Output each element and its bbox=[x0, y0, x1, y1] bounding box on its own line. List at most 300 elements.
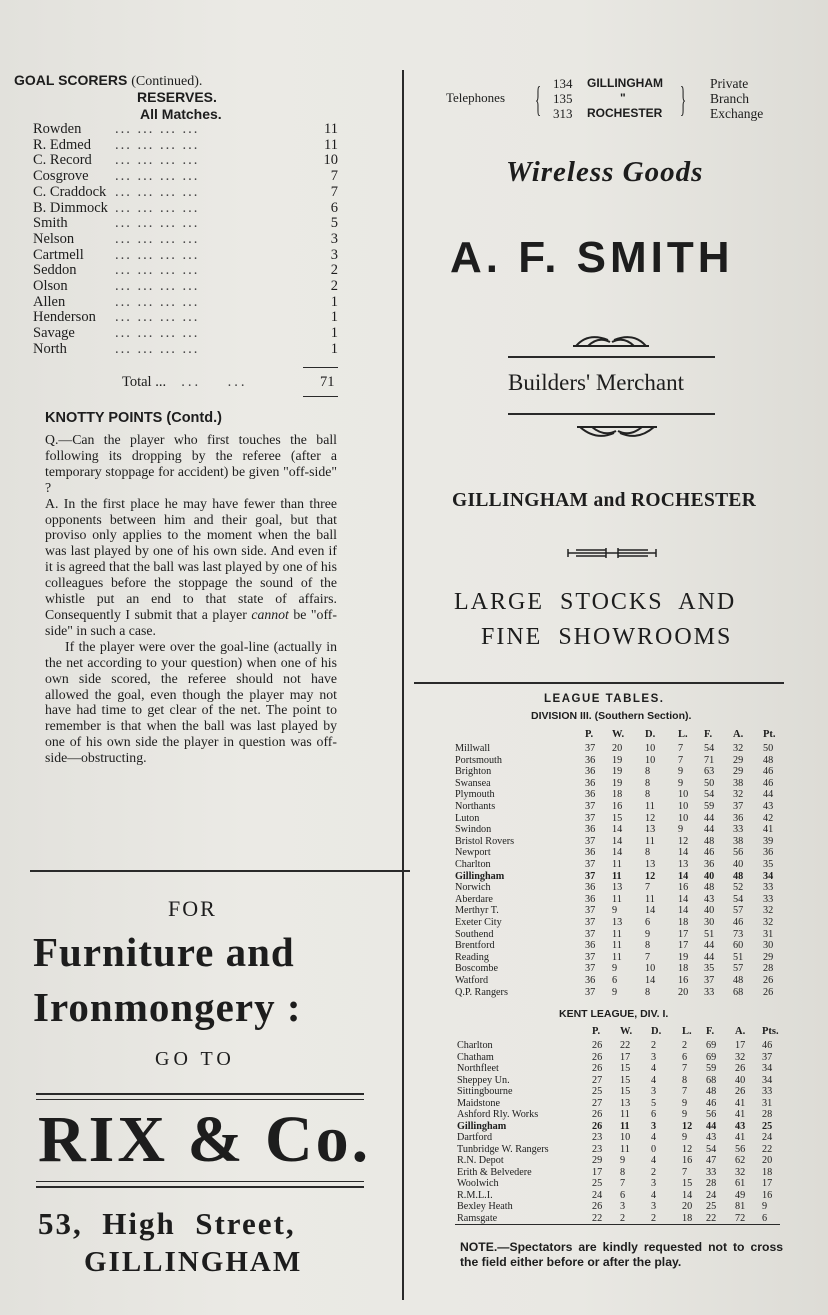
table-cell: 43 bbox=[763, 801, 774, 812]
table-cell: 6 bbox=[651, 1109, 657, 1120]
right-ad-divider bbox=[414, 682, 784, 684]
table-cell: 18 bbox=[612, 789, 623, 801]
table-cell: 19 bbox=[612, 777, 623, 789]
table-cell: 9 bbox=[678, 777, 684, 789]
table-cell: 37 bbox=[585, 835, 596, 847]
table-cell: 20 bbox=[682, 1201, 693, 1212]
column-divider bbox=[402, 70, 404, 1300]
table-cell: 9 bbox=[678, 824, 684, 836]
table-cell: 36 bbox=[585, 824, 596, 836]
table-cell: 22 bbox=[706, 1212, 717, 1224]
scorer-name: B. Dimmock bbox=[33, 199, 108, 216]
knotty-points-heading bbox=[45, 410, 222, 426]
table-row bbox=[455, 882, 780, 894]
table-cell: 22 bbox=[762, 1143, 773, 1155]
table-column-header: P. bbox=[592, 1026, 601, 1037]
table-cell: 36 bbox=[585, 940, 596, 952]
table-cell: 11 bbox=[612, 893, 622, 905]
table-cell: 16 bbox=[678, 882, 689, 894]
table-cell: 3 bbox=[651, 1178, 657, 1189]
scorer-row bbox=[33, 215, 338, 231]
table-cell: 29 bbox=[733, 766, 744, 778]
note-text: —Spectators are kindly requested not to cross the field either before or after the play. bbox=[460, 1240, 783, 1269]
left-brace: { bbox=[535, 79, 542, 119]
rix-for: FOR bbox=[168, 896, 217, 921]
table-cell: 36 bbox=[585, 777, 596, 789]
table-row bbox=[455, 987, 780, 999]
answer-paragraph-2: If the player were over the goal-line (actually in the net according to your question) when one of his own side scored, the referee should not have allowed the goal, even though the player may not have had time to get clear of the net. The point to remember is that when the ball was last played by one of his own side the player in question was off-side—obstructing. bbox=[45, 638, 337, 766]
scorer-name: Savage bbox=[33, 325, 75, 342]
team-name: Tunbridge W. Rangers bbox=[457, 1143, 549, 1155]
table-cell: 12 bbox=[682, 1120, 693, 1132]
table-cell: 17 bbox=[762, 1178, 773, 1189]
table-row bbox=[455, 778, 780, 790]
table-cell: 44 bbox=[706, 1120, 717, 1132]
table-cell: 9 bbox=[682, 1097, 688, 1109]
table-cell: 81 bbox=[735, 1201, 746, 1212]
scorer-goals: 3 bbox=[330, 230, 338, 247]
table-cell: 4 bbox=[651, 1132, 657, 1143]
team-name: R.N. Depot bbox=[457, 1155, 504, 1166]
leader-dots: ... ... ... ... bbox=[115, 183, 200, 200]
table-cell: 26 bbox=[763, 975, 774, 986]
table-cell: 24 bbox=[706, 1189, 717, 1201]
table-cell: 54 bbox=[704, 789, 715, 801]
table-cell: 40 bbox=[735, 1074, 746, 1086]
table-cell: 59 bbox=[706, 1063, 717, 1074]
knotty-points-title: KNOTTY POINTS bbox=[45, 410, 163, 426]
wireless-goods: Wireless Goods bbox=[506, 156, 704, 188]
team-name: Exeter City bbox=[455, 917, 502, 928]
table-cell: 59 bbox=[704, 801, 715, 812]
scorer-goals: 1 bbox=[330, 340, 338, 357]
table-cell: 32 bbox=[735, 1051, 746, 1063]
table-cell: 4 bbox=[651, 1189, 657, 1201]
table-cell: 18 bbox=[678, 963, 689, 975]
table-cell: 48 bbox=[733, 870, 744, 882]
table-cell: 3 bbox=[651, 1120, 657, 1132]
table-cell: 14 bbox=[678, 893, 689, 905]
table-cell: 9 bbox=[612, 963, 618, 975]
table-cell: 69 bbox=[706, 1040, 717, 1051]
table-cell: 56 bbox=[733, 847, 744, 859]
table-cell: 46 bbox=[763, 777, 774, 789]
table-cell: 50 bbox=[763, 743, 774, 754]
table-cell: 7 bbox=[678, 754, 684, 766]
stocks-line-1: LARGE STOCKS AND bbox=[454, 589, 737, 615]
table-cell: 43 bbox=[704, 893, 715, 905]
table-cell: 2 bbox=[651, 1212, 657, 1224]
table-cell: 41 bbox=[735, 1109, 746, 1120]
table-cell: 0 bbox=[651, 1143, 657, 1155]
table-row bbox=[457, 1201, 782, 1213]
table-cell: 11 bbox=[612, 940, 622, 952]
table-row bbox=[455, 836, 780, 848]
scorer-row bbox=[33, 341, 338, 357]
table-cell: 48 bbox=[704, 835, 715, 847]
table-cell: 12 bbox=[682, 1143, 693, 1155]
table-cell: 26 bbox=[592, 1051, 603, 1063]
table-cell: 12 bbox=[678, 835, 689, 847]
leader-dots: ... ... ... ... bbox=[115, 152, 200, 169]
rix-line-furniture: Furniture and bbox=[33, 929, 295, 975]
total-label: Total ... bbox=[122, 374, 167, 390]
rix-line-ironmongery: Ironmongery : bbox=[33, 984, 302, 1030]
table-cell: 8 bbox=[645, 986, 651, 998]
scorer-name: Allen bbox=[33, 293, 66, 310]
table-row bbox=[455, 755, 780, 767]
table-cell: 26 bbox=[735, 1086, 746, 1097]
table-cell: 20 bbox=[612, 743, 623, 754]
table-cell: 18 bbox=[678, 917, 689, 928]
league-tables-title: LEAGUE TABLES. bbox=[544, 693, 665, 705]
table-row bbox=[457, 1098, 782, 1110]
stocks-line-2: FINE SHOWROOMS bbox=[481, 624, 733, 650]
table-cell: 7 bbox=[645, 882, 651, 894]
scorer-row bbox=[33, 247, 338, 263]
table-cell: 43 bbox=[706, 1132, 717, 1143]
table-cell: 6 bbox=[645, 917, 651, 928]
answer-text-1: A. In the first place he may have fewer than three opponents between him and their goal, but that proviso only applies to the moment when the ball was last played by one of his own side. And even if it is agreed that the ball was last played by one of his colleagues before the stoppage the sound of the whistle put an end to that state of affairs. Consequently I submit that a player bbox=[45, 495, 337, 622]
team-name: Bexley Heath bbox=[457, 1201, 513, 1212]
team-name: Chatham bbox=[457, 1051, 494, 1063]
table-cell: 60 bbox=[733, 940, 744, 952]
table-cell: 37 bbox=[585, 859, 596, 870]
table-cell: 33 bbox=[763, 882, 774, 894]
table-row bbox=[455, 824, 780, 836]
table-cell: 25 bbox=[706, 1201, 717, 1212]
table-cell: 23 bbox=[592, 1143, 603, 1155]
scorer-name: Seddon bbox=[33, 262, 77, 279]
table-cell: 14 bbox=[678, 905, 689, 917]
team-name: Brentford bbox=[455, 940, 495, 952]
table-cell: 10 bbox=[645, 963, 656, 975]
rix-go-to: GO TO bbox=[155, 1048, 235, 1070]
telephones-label: Telephones bbox=[446, 90, 506, 105]
table-row bbox=[455, 789, 780, 801]
table-row bbox=[455, 871, 780, 883]
table-cell: 63 bbox=[704, 766, 715, 778]
scorer-row bbox=[33, 137, 338, 153]
table-cell: 10 bbox=[620, 1132, 631, 1143]
question-text: Q.—Can the player who first touches the ball following its dropping by the referee (after a temporary stoppage for accident) be given "off-side" ? bbox=[45, 432, 337, 495]
table-cell: 27 bbox=[592, 1097, 603, 1109]
table-column-header: L. bbox=[682, 1026, 692, 1037]
table-row bbox=[457, 1144, 782, 1156]
scorer-goals: 6 bbox=[330, 199, 338, 216]
goal-scorers-title-suffix: (Continued). bbox=[131, 74, 203, 89]
table-cell: 20 bbox=[678, 986, 689, 998]
table-row bbox=[455, 847, 780, 859]
table-cell: 4 bbox=[651, 1074, 657, 1086]
team-name: Norwich bbox=[455, 882, 491, 894]
table-cell: 8 bbox=[645, 847, 651, 859]
table-cell: 48 bbox=[706, 1086, 717, 1097]
table-row bbox=[457, 1132, 782, 1144]
scorer-goals: 5 bbox=[330, 215, 338, 232]
table-cell: 37 bbox=[585, 963, 596, 975]
table-cell: 2 bbox=[620, 1212, 626, 1224]
table-cell: 32 bbox=[763, 917, 774, 928]
table-column-header: Pt. bbox=[763, 729, 776, 740]
scorer-row bbox=[33, 231, 338, 247]
table-cell: 36 bbox=[585, 975, 596, 986]
table-cell: 13 bbox=[645, 859, 656, 870]
scorer-name: Cosgrove bbox=[33, 168, 89, 185]
team-name: Watford bbox=[455, 975, 489, 986]
table-cell: 48 bbox=[704, 882, 715, 894]
table-row bbox=[455, 743, 780, 755]
table-row bbox=[455, 963, 780, 975]
table-row bbox=[457, 1167, 782, 1179]
right-brace: } bbox=[680, 79, 687, 119]
table-cell: 36 bbox=[763, 847, 774, 859]
table-cell: 16 bbox=[678, 975, 689, 986]
scorer-row bbox=[33, 294, 338, 310]
table-cell: 2 bbox=[651, 1040, 657, 1051]
table-cell: 73 bbox=[733, 928, 744, 940]
table-cell: 11 bbox=[620, 1109, 630, 1120]
table-cell: 33 bbox=[704, 986, 715, 998]
table-cell: 46 bbox=[762, 1040, 773, 1051]
leader-dots: ... ... ... ... bbox=[115, 215, 200, 232]
scorer-row bbox=[33, 309, 338, 325]
scorer-goals: 7 bbox=[330, 183, 338, 200]
table-cell: 16 bbox=[762, 1189, 773, 1201]
spectator-note bbox=[460, 1240, 783, 1270]
answer-paragraph-1 bbox=[45, 496, 337, 639]
table-cell: 46 bbox=[733, 917, 744, 928]
team-name: Erith & Belvedere bbox=[457, 1166, 532, 1178]
table-cell: 35 bbox=[704, 963, 715, 975]
leader-dots: ... ... ... ... bbox=[115, 340, 200, 357]
table-cell: 17 bbox=[620, 1051, 631, 1063]
team-name: Ramsgate bbox=[457, 1212, 498, 1224]
phone-place: GILLINGHAM bbox=[587, 76, 663, 90]
table-cell: 37 bbox=[733, 801, 744, 812]
table-cell: 37 bbox=[585, 743, 596, 754]
table-cell: 36 bbox=[585, 847, 596, 859]
team-name: Woolwich bbox=[457, 1178, 499, 1189]
table-cell: 17 bbox=[592, 1166, 603, 1178]
table-cell: 72 bbox=[735, 1212, 746, 1224]
table-cell: 26 bbox=[592, 1040, 603, 1051]
table-cell: 29 bbox=[763, 951, 774, 963]
table-cell: 4 bbox=[651, 1155, 657, 1166]
team-name: Gillingham bbox=[457, 1120, 507, 1132]
team-name: Ashford Rly. Works bbox=[457, 1109, 539, 1120]
table-cell: 18 bbox=[762, 1166, 773, 1178]
table-row bbox=[457, 1121, 782, 1133]
table-column-header: W. bbox=[620, 1026, 633, 1037]
table-cell: 31 bbox=[763, 928, 774, 940]
scorer-goals: 1 bbox=[330, 325, 338, 342]
table-column-header: D. bbox=[645, 729, 656, 740]
table-cell: 14 bbox=[612, 824, 623, 836]
answer-emphasis: cannot bbox=[251, 606, 289, 622]
table-cell: 34 bbox=[763, 870, 774, 882]
scorer-name: Nelson bbox=[33, 230, 75, 247]
scorer-row bbox=[33, 152, 338, 168]
leader-dots: ... ... ... ... bbox=[115, 121, 200, 137]
table-cell: 48 bbox=[733, 975, 744, 986]
rix-company-name: RIX & Co. bbox=[38, 1103, 372, 1176]
table-cell: 44 bbox=[763, 789, 774, 801]
rix-rule-top-1 bbox=[36, 1093, 364, 1095]
table-cell: 54 bbox=[704, 743, 715, 754]
leader-dots: ... ... ... ... bbox=[115, 230, 200, 247]
smith-name: A. F. SMITH bbox=[450, 233, 734, 282]
scorer-name: Henderson bbox=[33, 309, 96, 326]
team-name: Charlton bbox=[457, 1040, 493, 1051]
total-dots: ... ... bbox=[168, 374, 248, 390]
table-cell: 71 bbox=[704, 754, 715, 766]
table-cell: 26 bbox=[592, 1109, 603, 1120]
table-cell: 33 bbox=[733, 824, 744, 836]
scorer-name: Cartmell bbox=[33, 246, 84, 263]
table-cell: 8 bbox=[682, 1074, 688, 1086]
division-heading: DIVISION III. (Southern Section). bbox=[531, 710, 692, 722]
table-row bbox=[457, 1052, 782, 1064]
table-cell: 10 bbox=[645, 743, 656, 754]
table-column-header: F. bbox=[706, 1026, 715, 1037]
table-cell: 57 bbox=[733, 905, 744, 917]
table-cell: 9 bbox=[620, 1155, 626, 1166]
table-cell: 11 bbox=[612, 928, 622, 940]
table-cell: 68 bbox=[733, 986, 744, 998]
table-cell: 3 bbox=[651, 1051, 657, 1063]
leader-dots: ... ... ... ... bbox=[115, 136, 200, 153]
table-cell: 37 bbox=[762, 1051, 773, 1063]
table-cell: 26 bbox=[592, 1120, 603, 1132]
table-cell: 46 bbox=[763, 766, 774, 778]
team-name: Charlton bbox=[455, 859, 491, 870]
rix-rule-top-2 bbox=[36, 1099, 364, 1100]
table-cell: 11 bbox=[620, 1120, 630, 1132]
team-name: Swindon bbox=[455, 824, 492, 836]
table-cell: 18 bbox=[682, 1212, 693, 1224]
table-cell: 8 bbox=[645, 940, 651, 952]
table-cell: 29 bbox=[733, 754, 744, 766]
table-row bbox=[457, 1178, 782, 1190]
table-cell: 43 bbox=[735, 1120, 746, 1132]
table-cell: 37 bbox=[585, 928, 596, 940]
team-name: Sheppey Un. bbox=[457, 1074, 510, 1086]
table-cell: 10 bbox=[645, 754, 656, 766]
scorer-goals: 1 bbox=[330, 309, 338, 326]
table-cell: 17 bbox=[678, 928, 689, 940]
table-cell: 26 bbox=[735, 1063, 746, 1074]
table-row bbox=[455, 859, 780, 871]
table-cell: 41 bbox=[735, 1132, 746, 1143]
scorer-row bbox=[33, 121, 338, 137]
table-cell: 7 bbox=[682, 1086, 688, 1097]
team-name: Sittingbourne bbox=[457, 1086, 513, 1097]
team-name: Portsmouth bbox=[455, 754, 502, 766]
table-row bbox=[457, 1109, 782, 1121]
team-name: Northfleet bbox=[457, 1063, 499, 1074]
scorer-goals: 2 bbox=[330, 262, 338, 279]
scorer-name: North bbox=[33, 340, 67, 357]
table-cell: 56 bbox=[706, 1109, 717, 1120]
team-name: Merthyr T. bbox=[455, 905, 499, 917]
table-cell: 54 bbox=[706, 1143, 717, 1155]
table-cell: 42 bbox=[763, 812, 774, 824]
table-cell: 14 bbox=[645, 975, 656, 986]
table-cell: 37 bbox=[585, 917, 596, 928]
table-cell: 20 bbox=[762, 1155, 773, 1166]
exchange-line: Private bbox=[710, 76, 749, 91]
rix-rule-bottom-1 bbox=[36, 1181, 364, 1182]
table-cell: 9 bbox=[612, 905, 618, 917]
table-cell: 32 bbox=[733, 789, 744, 801]
scorer-row bbox=[33, 200, 338, 216]
table-cell: 4 bbox=[651, 1063, 657, 1074]
table-cell: 33 bbox=[762, 1086, 773, 1097]
team-name: Luton bbox=[455, 812, 480, 824]
table-cell: 9 bbox=[682, 1109, 688, 1120]
scorer-row bbox=[33, 184, 338, 200]
table-cell: 15 bbox=[620, 1086, 631, 1097]
team-name: Southend bbox=[455, 928, 494, 940]
table-cell: 52 bbox=[733, 882, 744, 894]
scorer-name: Rowden bbox=[33, 121, 82, 137]
table-cell: 14 bbox=[682, 1189, 693, 1201]
table-cell: 36 bbox=[585, 893, 596, 905]
table-cell: 6 bbox=[762, 1212, 768, 1224]
table-cell: 46 bbox=[704, 847, 715, 859]
table-cell: 14 bbox=[612, 835, 623, 847]
table-cell: 13 bbox=[612, 917, 623, 928]
table-row bbox=[455, 813, 780, 825]
table-cell: 15 bbox=[682, 1178, 693, 1189]
smith-rule-1 bbox=[508, 356, 715, 358]
table-cell: 27 bbox=[592, 1074, 603, 1086]
note-rule bbox=[455, 1224, 780, 1225]
builders-merchant: Builders' Merchant bbox=[508, 370, 684, 395]
table-cell: 5 bbox=[651, 1097, 657, 1109]
phone-place: " bbox=[620, 91, 626, 105]
leader-dots: ... ... ... ... bbox=[115, 278, 200, 294]
rix-address-street: 53, High Street, bbox=[38, 1206, 296, 1241]
table-column-header: P. bbox=[585, 729, 594, 740]
table-cell: 9 bbox=[682, 1132, 688, 1143]
table-cell: 41 bbox=[735, 1097, 746, 1109]
table-cell: 24 bbox=[592, 1189, 603, 1201]
table-cell: 35 bbox=[763, 859, 774, 870]
table-cell: 13 bbox=[620, 1097, 631, 1109]
table-row bbox=[457, 1213, 782, 1225]
exchange-line: Exchange bbox=[710, 106, 764, 121]
table-cell: 28 bbox=[706, 1178, 717, 1189]
table-cell: 38 bbox=[733, 835, 744, 847]
table-cell: 19 bbox=[678, 951, 689, 963]
table-cell: 12 bbox=[645, 870, 656, 882]
scorer-row bbox=[33, 278, 338, 294]
leader-dots: ... ... ... ... bbox=[115, 168, 200, 185]
table-cell: 49 bbox=[735, 1189, 746, 1201]
team-name: Newport bbox=[455, 847, 491, 859]
table-cell: 24 bbox=[762, 1132, 773, 1143]
table-cell: 33 bbox=[706, 1166, 717, 1178]
table-cell: 26 bbox=[763, 986, 774, 998]
table-cell: 38 bbox=[733, 777, 744, 789]
table-column-header: A. bbox=[735, 1026, 746, 1037]
table-cell: 36 bbox=[733, 812, 744, 824]
table-cell: 11 bbox=[620, 1143, 630, 1155]
table-cell: 14 bbox=[678, 847, 689, 859]
table-row bbox=[457, 1040, 782, 1052]
